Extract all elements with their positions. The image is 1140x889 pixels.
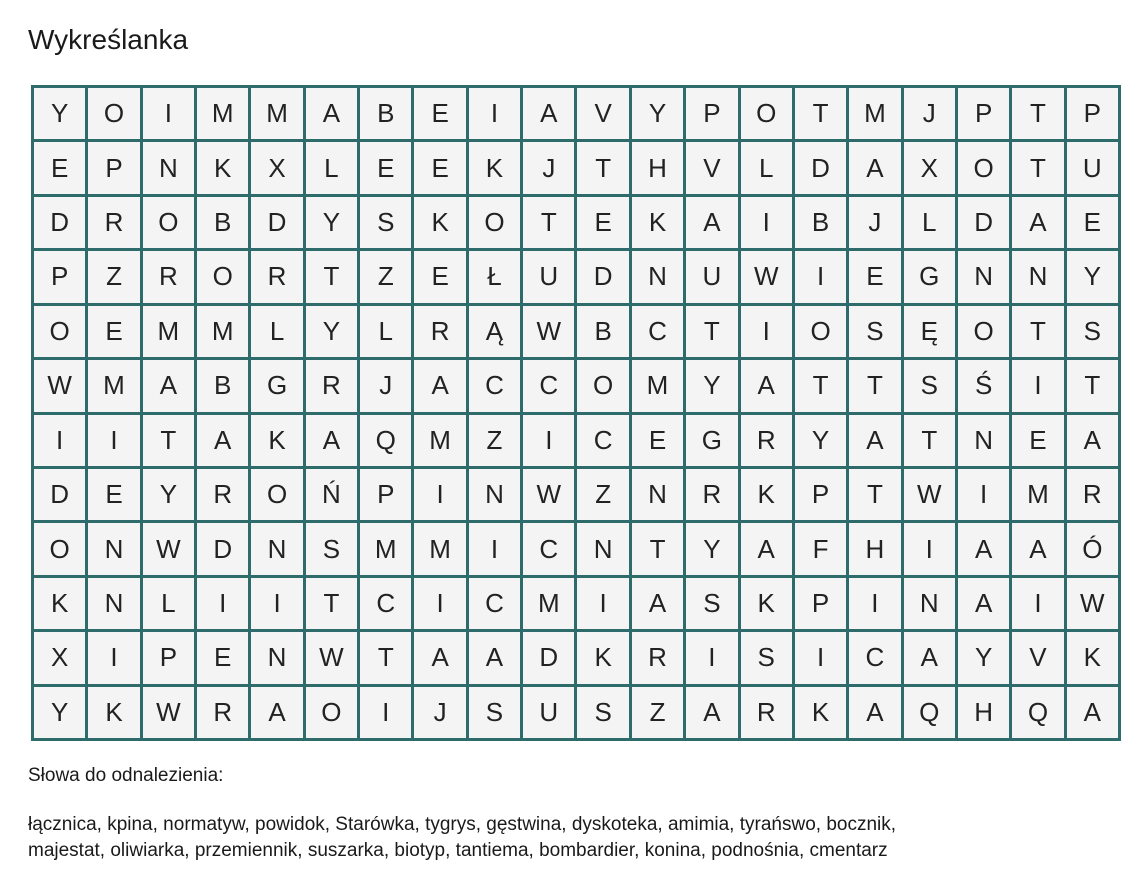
grid-cell-r4-c19[interactable]: N	[1012, 251, 1063, 302]
grid-cell-r10-c19[interactable]: I	[1012, 578, 1063, 629]
grid-cell-r8-c14[interactable]: K	[741, 469, 792, 520]
grid-cell-r12-c17[interactable]: Q	[904, 687, 955, 738]
grid-cell-r5-c20[interactable]: S	[1067, 306, 1118, 357]
grid-cell-r1-c6[interactable]: A	[306, 88, 357, 139]
grid-cell-r11-c16[interactable]: C	[849, 632, 900, 683]
grid-cell-r6-c18[interactable]: Ś	[958, 360, 1009, 411]
grid-cell-r1-c7[interactable]: B	[360, 88, 411, 139]
grid-cell-r12-c20[interactable]: A	[1067, 687, 1118, 738]
grid-cell-r10-c5[interactable]: I	[251, 578, 302, 629]
grid-cell-r12-c1[interactable]: Y	[34, 687, 85, 738]
grid-cell-r10-c3[interactable]: L	[143, 578, 194, 629]
grid-cell-r10-c16[interactable]: I	[849, 578, 900, 629]
grid-cell-r7-c18[interactable]: N	[958, 415, 1009, 466]
grid-cell-r2-c19[interactable]: T	[1012, 142, 1063, 193]
grid-cell-r11-c13[interactable]: I	[686, 632, 737, 683]
grid-cell-r4-c9[interactable]: Ł	[469, 251, 520, 302]
grid-cell-r7-c8[interactable]: M	[414, 415, 465, 466]
grid-cell-r7-c13[interactable]: G	[686, 415, 737, 466]
grid-cell-r5-c4[interactable]: M	[197, 306, 248, 357]
grid-cell-r7-c4[interactable]: A	[197, 415, 248, 466]
grid-cell-r3-c5[interactable]: D	[251, 197, 302, 248]
grid-cell-r10-c10[interactable]: M	[523, 578, 574, 629]
grid-cell-r11-c19[interactable]: V	[1012, 632, 1063, 683]
grid-cell-r2-c17[interactable]: X	[904, 142, 955, 193]
grid-cell-r4-c7[interactable]: Z	[360, 251, 411, 302]
grid-cell-r5-c8[interactable]: R	[414, 306, 465, 357]
grid-cell-r11-c1[interactable]: X	[34, 632, 85, 683]
grid-cell-r11-c12[interactable]: R	[632, 632, 683, 683]
grid-cell-r7-c3[interactable]: T	[143, 415, 194, 466]
grid-cell-r8-c8[interactable]: I	[414, 469, 465, 520]
grid-cell-r12-c14[interactable]: R	[741, 687, 792, 738]
grid-cell-r2-c13[interactable]: V	[686, 142, 737, 193]
page-title: Wykreślanka	[28, 24, 189, 55]
words-to-find-list	[28, 812, 1118, 864]
grid-cell-r7-c16[interactable]: A	[849, 415, 900, 466]
grid-cell-r3-c19[interactable]: A	[1012, 197, 1063, 248]
grid-cell-r11-c11[interactable]: K	[577, 632, 628, 683]
grid-cell-r7-c9[interactable]: Z	[469, 415, 520, 466]
grid-cell-r4-c2[interactable]: Z	[88, 251, 139, 302]
grid-cell-r9-c18[interactable]: A	[958, 523, 1009, 574]
grid-cell-r7-c7[interactable]: Q	[360, 415, 411, 466]
grid-cell-r5-c15[interactable]: O	[795, 306, 846, 357]
grid-cell-r4-c13[interactable]: U	[686, 251, 737, 302]
grid-cell-r2-c8[interactable]: E	[414, 142, 465, 193]
grid-cell-r6-c7[interactable]: J	[360, 360, 411, 411]
grid-cell-r12-c19[interactable]: Q	[1012, 687, 1063, 738]
grid-cell-r2-c3[interactable]: N	[143, 142, 194, 193]
grid-cell-r4-c12[interactable]: N	[632, 251, 683, 302]
grid-cell-r6-c5[interactable]: G	[251, 360, 302, 411]
grid-cell-r4-c1[interactable]: P	[34, 251, 85, 302]
grid-cell-r12-c11[interactable]: S	[577, 687, 628, 738]
grid-cell-r4-c14[interactable]: W	[741, 251, 792, 302]
grid-cell-r11-c2[interactable]: I	[88, 632, 139, 683]
grid-cell-r3-c17[interactable]: L	[904, 197, 955, 248]
grid-cell-r7-c2[interactable]: I	[88, 415, 139, 466]
grid-cell-r6-c6[interactable]: R	[306, 360, 357, 411]
grid-cell-r11-c18[interactable]: Y	[958, 632, 1009, 683]
grid-cell-r3-c1[interactable]: D	[34, 197, 85, 248]
grid-cell-r11-c5[interactable]: N	[251, 632, 302, 683]
grid-cell-r10-c12[interactable]: A	[632, 578, 683, 629]
grid-cell-r6-c20[interactable]: T	[1067, 360, 1118, 411]
grid-cell-r10-c18[interactable]: A	[958, 578, 1009, 629]
grid-cell-r8-c15[interactable]: P	[795, 469, 846, 520]
grid-cell-r7-c17[interactable]: T	[904, 415, 955, 466]
grid-cell-r11-c20[interactable]: K	[1067, 632, 1118, 683]
grid-cell-r2-c9[interactable]: K	[469, 142, 520, 193]
grid-cell-r5-c5[interactable]: L	[251, 306, 302, 357]
word-search-grid	[31, 85, 1121, 741]
grid-cell-r9-c5[interactable]: N	[251, 523, 302, 574]
grid-cell-r2-c14[interactable]: L	[741, 142, 792, 193]
grid-cell-r9-c4[interactable]: D	[197, 523, 248, 574]
grid-cell-r8-c4[interactable]: R	[197, 469, 248, 520]
grid-cell-r1-c8[interactable]: E	[414, 88, 465, 139]
grid-cell-r3-c16[interactable]: J	[849, 197, 900, 248]
grid-cell-r11-c6[interactable]: W	[306, 632, 357, 683]
grid-cell-r4-c6[interactable]: T	[306, 251, 357, 302]
grid-cell-r2-c2[interactable]: P	[88, 142, 139, 193]
grid-cell-r12-c16[interactable]: A	[849, 687, 900, 738]
grid-cell-r10-c2[interactable]: N	[88, 578, 139, 629]
grid-cell-r7-c5[interactable]: K	[251, 415, 302, 466]
grid-cell-r10-c1[interactable]: K	[34, 578, 85, 629]
grid-cell-r3-c6[interactable]: Y	[306, 197, 357, 248]
grid-cell-r10-c15[interactable]: P	[795, 578, 846, 629]
grid-cell-r12-c9[interactable]: S	[469, 687, 520, 738]
grid-cell-r3-c2[interactable]: R	[88, 197, 139, 248]
grid-cell-r5-c16[interactable]: S	[849, 306, 900, 357]
grid-cell-r1-c14[interactable]: O	[741, 88, 792, 139]
grid-cell-r9-c1[interactable]: O	[34, 523, 85, 574]
grid-cell-r5-c19[interactable]: T	[1012, 306, 1063, 357]
grid-cell-r12-c5[interactable]: A	[251, 687, 302, 738]
grid-cell-r7-c1[interactable]: I	[34, 415, 85, 466]
grid-cell-r12-c2[interactable]: K	[88, 687, 139, 738]
grid-cell-r10-c8[interactable]: I	[414, 578, 465, 629]
grid-cell-r12-c10[interactable]: U	[523, 687, 574, 738]
grid-cell-r2-c16[interactable]: A	[849, 142, 900, 193]
grid-cell-r12-c3[interactable]: W	[143, 687, 194, 738]
grid-cell-r1-c18[interactable]: P	[958, 88, 1009, 139]
grid-cell-r10-c14[interactable]: K	[741, 578, 792, 629]
grid-cell-r4-c10[interactable]: U	[523, 251, 574, 302]
grid-cell-r8-c12[interactable]: N	[632, 469, 683, 520]
grid-cell-r8-c9[interactable]: N	[469, 469, 520, 520]
grid-cell-r6-c12[interactable]: M	[632, 360, 683, 411]
grid-cell-r6-c9[interactable]: C	[469, 360, 520, 411]
grid-cell-r6-c3[interactable]: A	[143, 360, 194, 411]
grid-cell-r12-c8[interactable]: J	[414, 687, 465, 738]
grid-cell-r8-c17[interactable]: W	[904, 469, 955, 520]
grid-cell-r8-c11[interactable]: Z	[577, 469, 628, 520]
grid-cell-r1-c2[interactable]: O	[88, 88, 139, 139]
grid-cell-r5-c11[interactable]: B	[577, 306, 628, 357]
grid-cell-r11-c17[interactable]: A	[904, 632, 955, 683]
grid-cell-r4-c11[interactable]: D	[577, 251, 628, 302]
words-list-line: łącznica, kpina, normatyw, powidok, Starówka, tygrys, gęstwina, dyskoteka, amimia, tyrańswo, bocznik,	[28, 814, 897, 835]
grid-cell-r6-c16[interactable]: T	[849, 360, 900, 411]
grid-cell-r1-c10[interactable]: A	[523, 88, 574, 139]
grid-cell-r9-c13[interactable]: Y	[686, 523, 737, 574]
grid-cell-r12-c12[interactable]: Z	[632, 687, 683, 738]
grid-cell-r7-c6[interactable]: A	[306, 415, 357, 466]
grid-cell-r9-c14[interactable]: A	[741, 523, 792, 574]
grid-cell-r4-c3[interactable]: R	[143, 251, 194, 302]
grid-cell-r1-c20[interactable]: P	[1067, 88, 1118, 139]
grid-cell-r1-c17[interactable]: J	[904, 88, 955, 139]
grid-cell-r9-c11[interactable]: N	[577, 523, 628, 574]
grid-cell-r1-c15[interactable]: T	[795, 88, 846, 139]
grid-cell-r2-c10[interactable]: J	[523, 142, 574, 193]
grid-cell-r9-c20[interactable]: Ó	[1067, 523, 1118, 574]
grid-cell-r2-c6[interactable]: L	[306, 142, 357, 193]
grid-cell-r9-c6[interactable]: S	[306, 523, 357, 574]
grid-cell-r11-c8[interactable]: A	[414, 632, 465, 683]
grid-cell-r9-c19[interactable]: A	[1012, 523, 1063, 574]
grid-cell-r3-c10[interactable]: T	[523, 197, 574, 248]
grid-cell-r11-c15[interactable]: I	[795, 632, 846, 683]
grid-cell-r7-c19[interactable]: E	[1012, 415, 1063, 466]
grid-cell-r5-c13[interactable]: T	[686, 306, 737, 357]
grid-cell-r9-c9[interactable]: I	[469, 523, 520, 574]
grid-cell-r2-c5[interactable]: X	[251, 142, 302, 193]
grid-cell-r1-c11[interactable]: V	[577, 88, 628, 139]
grid-cell-r2-c12[interactable]: H	[632, 142, 683, 193]
grid-cell-r8-c13[interactable]: R	[686, 469, 737, 520]
grid-cell-r10-c7[interactable]: C	[360, 578, 411, 629]
grid-cell-r4-c18[interactable]: N	[958, 251, 1009, 302]
grid-cell-r1-c19[interactable]: T	[1012, 88, 1063, 139]
grid-cell-r3-c14[interactable]: I	[741, 197, 792, 248]
grid-cell-r2-c11[interactable]: T	[577, 142, 628, 193]
grid-cell-r6-c8[interactable]: A	[414, 360, 465, 411]
grid-cell-r6-c13[interactable]: Y	[686, 360, 737, 411]
grid-cell-r8-c6[interactable]: Ń	[306, 469, 357, 520]
grid-cell-r5-c9[interactable]: Ą	[469, 306, 520, 357]
grid-cell-r9-c2[interactable]: N	[88, 523, 139, 574]
grid-cell-r12-c13[interactable]: A	[686, 687, 737, 738]
grid-cell-r6-c15[interactable]: T	[795, 360, 846, 411]
grid-cell-r7-c12[interactable]: E	[632, 415, 683, 466]
grid-cell-r7-c11[interactable]: C	[577, 415, 628, 466]
grid-cell-r1-c12[interactable]: Y	[632, 88, 683, 139]
grid-cell-r2-c7[interactable]: E	[360, 142, 411, 193]
grid-cell-r5-c1[interactable]: O	[34, 306, 85, 357]
grid-cell-r1-c3[interactable]: I	[143, 88, 194, 139]
grid-cell-r1-c16[interactable]: M	[849, 88, 900, 139]
grid-cell-r10-c4[interactable]: I	[197, 578, 248, 629]
grid-cell-r8-c7[interactable]: P	[360, 469, 411, 520]
grid-cell-r3-c7[interactable]: S	[360, 197, 411, 248]
grid-cell-r10-c6[interactable]: T	[306, 578, 357, 629]
grid-cell-r5-c10[interactable]: W	[523, 306, 574, 357]
grid-cell-r1-c4[interactable]: M	[197, 88, 248, 139]
grid-cell-r10-c9[interactable]: C	[469, 578, 520, 629]
grid-cell-r2-c1[interactable]: E	[34, 142, 85, 193]
grid-cell-r3-c8[interactable]: K	[414, 197, 465, 248]
grid-cell-r3-c4[interactable]: B	[197, 197, 248, 248]
grid-cell-r4-c4[interactable]: O	[197, 251, 248, 302]
grid-cell-r9-c17[interactable]: I	[904, 523, 955, 574]
grid-cell-r10-c20[interactable]: W	[1067, 578, 1118, 629]
grid-cell-r9-c7[interactable]: M	[360, 523, 411, 574]
grid-cell-r11-c3[interactable]: P	[143, 632, 194, 683]
grid-cell-r8-c19[interactable]: M	[1012, 469, 1063, 520]
grid-cell-r9-c12[interactable]: T	[632, 523, 683, 574]
grid-cell-r4-c16[interactable]: E	[849, 251, 900, 302]
grid-cell-r6-c17[interactable]: S	[904, 360, 955, 411]
grid-cell-r5-c6[interactable]: Y	[306, 306, 357, 357]
grid-cell-r4-c17[interactable]: G	[904, 251, 955, 302]
grid-cell-r11-c14[interactable]: S	[741, 632, 792, 683]
grid-cell-r1-c1[interactable]: Y	[34, 88, 85, 139]
grid-cell-r5-c18[interactable]: O	[958, 306, 1009, 357]
grid-cell-r10-c13[interactable]: S	[686, 578, 737, 629]
grid-cell-r6-c2[interactable]: M	[88, 360, 139, 411]
grid-cell-r1-c9[interactable]: I	[469, 88, 520, 139]
grid-cell-r12-c6[interactable]: O	[306, 687, 357, 738]
grid-cell-r4-c20[interactable]: Y	[1067, 251, 1118, 302]
grid-cell-r2-c18[interactable]: O	[958, 142, 1009, 193]
grid-cell-r7-c10[interactable]: I	[523, 415, 574, 466]
grid-cell-r3-c11[interactable]: E	[577, 197, 628, 248]
grid-cell-r8-c2[interactable]: E	[88, 469, 139, 520]
grid-cell-r3-c3[interactable]: O	[143, 197, 194, 248]
grid-cell-r9-c15[interactable]: F	[795, 523, 846, 574]
grid-cell-r12-c4[interactable]: R	[197, 687, 248, 738]
grid-cell-r3-c9[interactable]: O	[469, 197, 520, 248]
grid-cell-r10-c17[interactable]: N	[904, 578, 955, 629]
grid-cell-r11-c10[interactable]: D	[523, 632, 574, 683]
grid-cell-r7-c15[interactable]: Y	[795, 415, 846, 466]
grid-cell-r5-c12[interactable]: C	[632, 306, 683, 357]
grid-cell-r6-c11[interactable]: O	[577, 360, 628, 411]
grid-cell-r10-c11[interactable]: I	[577, 578, 628, 629]
grid-cell-r8-c5[interactable]: O	[251, 469, 302, 520]
grid-cell-r3-c18[interactable]: D	[958, 197, 1009, 248]
grid-cell-r6-c14[interactable]: A	[741, 360, 792, 411]
grid-cell-r9-c10[interactable]: C	[523, 523, 574, 574]
grid-cell-r5-c2[interactable]: E	[88, 306, 139, 357]
grid-cell-r8-c20[interactable]: R	[1067, 469, 1118, 520]
grid-cell-r6-c10[interactable]: C	[523, 360, 574, 411]
grid-cell-r2-c15[interactable]: D	[795, 142, 846, 193]
grid-cell-r3-c15[interactable]: B	[795, 197, 846, 248]
grid-cell-r12-c7[interactable]: I	[360, 687, 411, 738]
grid-cell-r11-c4[interactable]: E	[197, 632, 248, 683]
grid-cell-r5-c3[interactable]: M	[143, 306, 194, 357]
grid-cell-r8-c1[interactable]: D	[34, 469, 85, 520]
grid-cell-r7-c14[interactable]: R	[741, 415, 792, 466]
grid-cell-r12-c15[interactable]: K	[795, 687, 846, 738]
grid-cell-r3-c20[interactable]: E	[1067, 197, 1118, 248]
grid-cell-r11-c9[interactable]: A	[469, 632, 520, 683]
grid-cell-r8-c3[interactable]: Y	[143, 469, 194, 520]
grid-cell-r6-c1[interactable]: W	[34, 360, 85, 411]
grid-cell-r7-c20[interactable]: A	[1067, 415, 1118, 466]
grid-cell-r5-c17[interactable]: Ę	[904, 306, 955, 357]
grid-cell-r2-c4[interactable]: K	[197, 142, 248, 193]
grid-cell-r5-c7[interactable]: L	[360, 306, 411, 357]
grid-cell-r4-c15[interactable]: I	[795, 251, 846, 302]
grid-cell-r3-c13[interactable]: A	[686, 197, 737, 248]
grid-cell-r9-c8[interactable]: M	[414, 523, 465, 574]
words-to-find-label: Słowa do odnalezienia:	[28, 765, 224, 786]
grid-cell-r1-c5[interactable]: M	[251, 88, 302, 139]
grid-cell-r12-c18[interactable]: H	[958, 687, 1009, 738]
grid-cell-r9-c16[interactable]: H	[849, 523, 900, 574]
grid-cell-r8-c18[interactable]: I	[958, 469, 1009, 520]
grid-cell-r2-c20[interactable]: U	[1067, 142, 1118, 193]
words-list-line: majestat, oliwiarka, przemiennik, suszarka, biotyp, tantiema, bombardier, konina, podnośnia, cmentarz	[28, 840, 888, 861]
grid-cell-r8-c10[interactable]: W	[523, 469, 574, 520]
grid-cell-r4-c5[interactable]: R	[251, 251, 302, 302]
grid-cell-r9-c3[interactable]: W	[143, 523, 194, 574]
grid-cell-r1-c13[interactable]: P	[686, 88, 737, 139]
grid-cell-r3-c12[interactable]: K	[632, 197, 683, 248]
grid-cell-r8-c16[interactable]: T	[849, 469, 900, 520]
grid-cell-r11-c7[interactable]: T	[360, 632, 411, 683]
grid-cell-r5-c14[interactable]: I	[741, 306, 792, 357]
grid-cell-r4-c8[interactable]: E	[414, 251, 465, 302]
grid-cell-r6-c19[interactable]: I	[1012, 360, 1063, 411]
grid-cell-r6-c4[interactable]: B	[197, 360, 248, 411]
